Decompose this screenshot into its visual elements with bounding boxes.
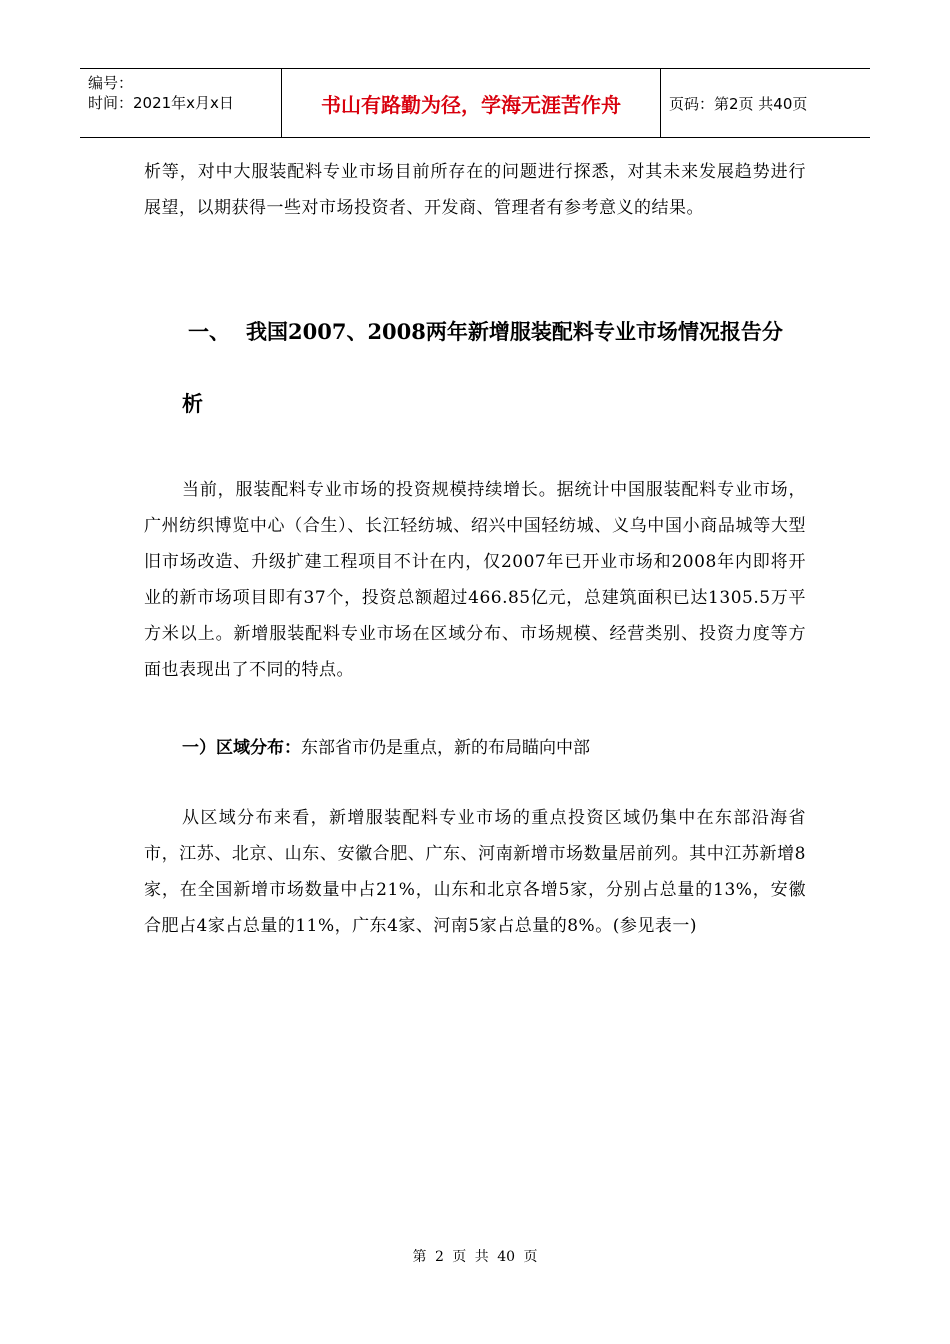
- section-1-number: 一、: [188, 319, 230, 344]
- section-1-title-line1: 我国2007、2008两年新增服装配料专业市场情况报告分: [246, 319, 783, 344]
- paragraph-intro: 析等，对中大服装配料专业市场目前所存在的问题进行探悉，对其未来发展趋势进行展望，以期获得一些对市场投资者、开发商、管理者有参考意义的结果。: [144, 162, 806, 218]
- subsection-1-heading: [182, 730, 590, 766]
- section-1-title-line2: 析: [182, 391, 203, 416]
- header-left-cell: [80, 69, 282, 137]
- subsection-1-text: 东部省市仍是重点，新的布局瞄向中部: [301, 738, 590, 758]
- header-motto: 书山有路勤为径，学海无涯苦作舟: [282, 69, 661, 137]
- page-footer: 第 2 页 共 40 页: [412, 1249, 538, 1265]
- page-header: [80, 68, 870, 138]
- subsection-1-label: 一）区域分布：: [182, 738, 301, 758]
- paragraph-investment: 当前，服装配料专业市场的投资规模持续增长。据统计中国服装配料专业市场，广州纺织博览中心（合生）、长江轻纺城、绍兴中国轻纺城、义乌中国小商品城等大型旧市场改造、升级扩建工程项目不计在内，仅2007年已开业市场和2008年内即将开业的新市场项目即有37个，投资总额超过466.85亿元，总建筑面积已达1305.5万平方米以上。新增服装配料专业市场在区域分布、市场规模、经营类别、投资力度等方面也表现出了不同的特点。: [144, 480, 806, 680]
- section-1-heading: [144, 312, 834, 352]
- paragraph-region: 从区域分布来看，新增服装配料专业市场的重点投资区域仍集中在东部沿海省市，江苏、北京、山东、安徽合肥、广东、河南新增市场数量居前列。其中江苏新增8家，在全国新增市场数量中占21%，山东和北京各增5家，分别占总量的13%，安徽合肥占4家占总量的11%，广东4家、河南5家占总量的8%。(参见表一): [144, 808, 806, 936]
- header-page-info: 页码：第2页 共40页: [669, 94, 808, 113]
- header-number-label: 编号：: [88, 74, 134, 92]
- header-time-label: 时间：2021年x月x日: [88, 94, 234, 112]
